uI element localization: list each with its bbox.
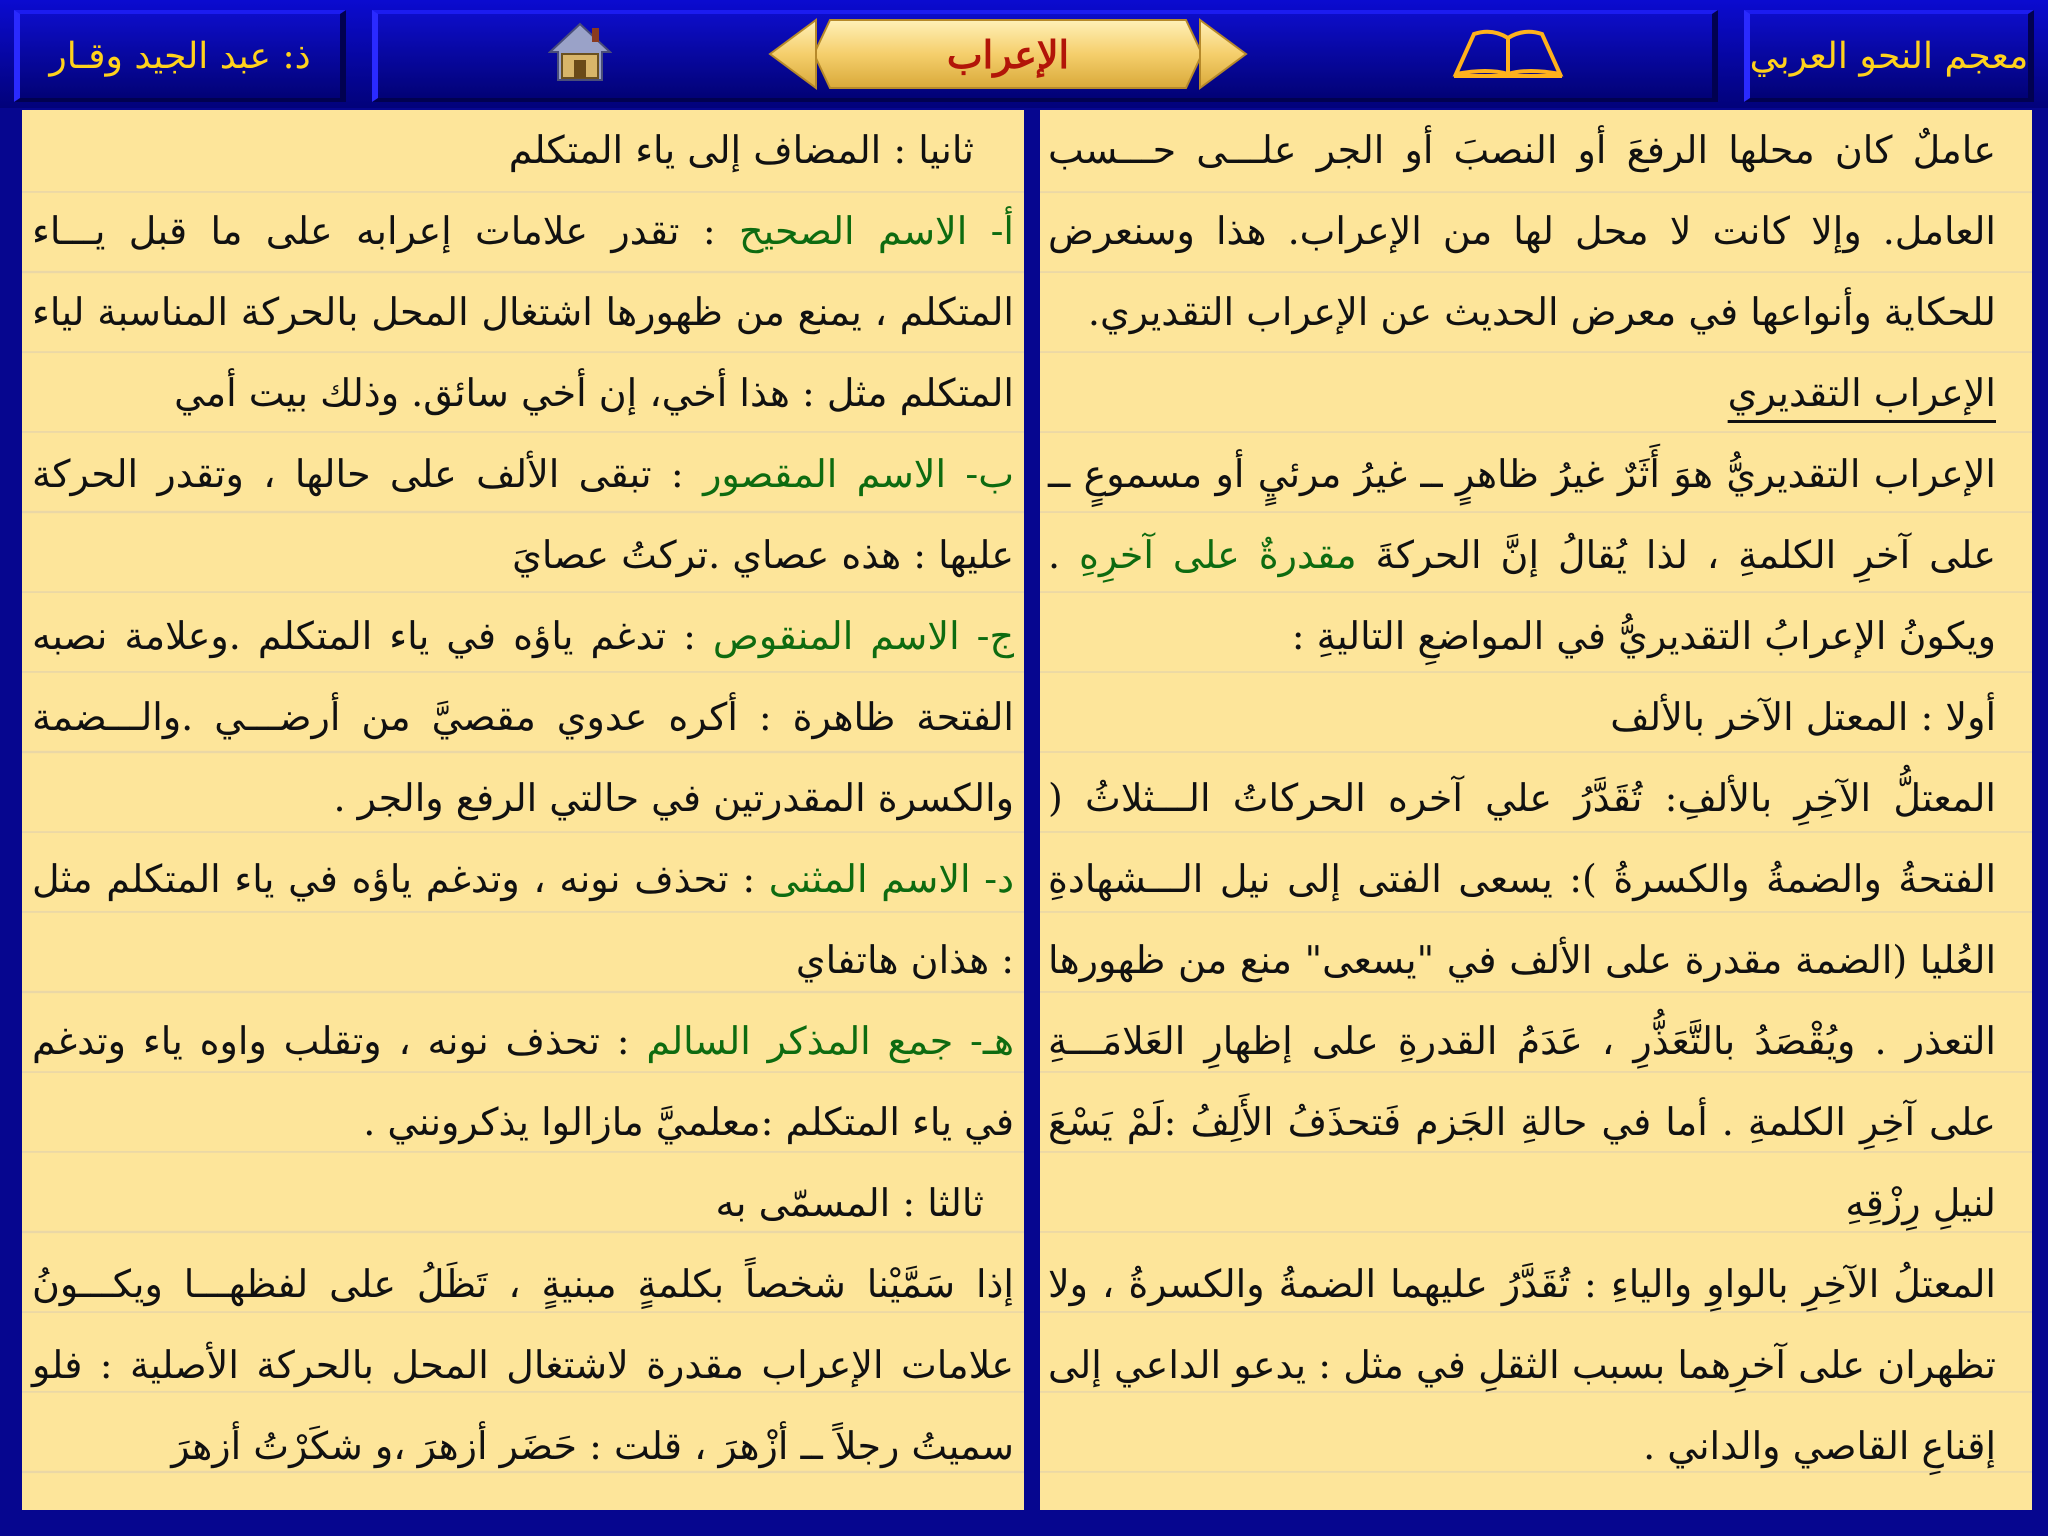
heading-text: الإعراب التقديري — [1727, 371, 1996, 415]
subsection-heading: أولا : المعتل الآخر بالألف — [1610, 695, 1996, 739]
heading-prefix: ثانيا : — [893, 128, 974, 172]
heading-term: المضاف — [753, 128, 882, 172]
text-span: . ويكونُ الإعرابُ التقديريُّ في المواضعِ التاليةِ : — [1048, 533, 1996, 658]
heading-term: المسمّى به — [715, 1181, 891, 1225]
term-label: ج- الاسم المنقوص — [712, 614, 1014, 658]
text-span: : تبقى الألف على حالها ، وتقدر الحركة عليها : هذه عصاي .تركتُ عصايَ — [32, 452, 1014, 577]
term-label: د- الاسم المثنى — [768, 857, 1014, 901]
text-span: : تحذف نونه ، وتقلب واوه ياء وتدغم في ياء المتكلم :معلميَّ مازالوا يذكرونني . — [32, 1019, 1014, 1144]
highlighted-term: مقدرةٌ على آخرِهِ — [1079, 533, 1357, 577]
paragraph — [32, 596, 1014, 839]
page-divider — [1026, 110, 1040, 1510]
section-title: الإعراب — [946, 31, 1070, 77]
author-panel — [14, 10, 346, 102]
paragraph — [32, 839, 1014, 1001]
term-label: ب- الاسم المقصور — [703, 452, 1014, 496]
text-span: الإعراب التقديريُّ هوَ أَثَرٌ غيرُ ظاهرٍ ــ غيرُ مرئيٍ أو مسموعٍ ــ على آخرِ الكلمةِ ، لذا يُقالُ إنَّ الحركةَ — [1048, 452, 1996, 577]
paragraph: إذا سَمَّيْنا شخصاً بكلمةٍ مبنيةٍ ، تَظَلُ على لفظهـــا ويكـــونُ علامات الإعراب مقدرة لاشتغال المحل بالحركة الأصلية : فلو سميتُ رجلاً ــ أزْهرَ ، قلت : حَضَر أزهرَ ،و شكَرْتُ أزهرَ — [32, 1262, 1014, 1468]
paragraph — [32, 191, 1014, 434]
header-bar — [0, 0, 2048, 108]
arrow-left-icon[interactable] — [766, 16, 826, 92]
left-page — [22, 110, 1024, 1510]
term-label: أ- الاسم الصحيح — [738, 209, 1014, 253]
paragraph: المعتلُ الآخِرِ بالواوِ والياءِ : تُقَدَّرُ عليهما الضمةُ والكسرةُ ، ولا تظهران على آخرِهما بسبب الثقلِ في مثل : يدعو الداعي إلى إقناعِ القاصي والداني . — [1048, 1262, 1996, 1468]
app-title-panel — [1744, 10, 2034, 102]
app-title: معجم النحو العربي — [1749, 35, 2029, 77]
text-span: : تقدر علامات إعرابه على ما قبل يـــاء المتكلم ، يمنع من ظهورها اشتغال المحل بالحركة المناسبة لياء المتكلم مثل : هذا أخي، إن أخي سائق. وذلك بيت أمي — [32, 209, 1014, 415]
heading-prefix: ثالثا : — [902, 1181, 984, 1225]
heading-rest: إلى ياء المتكلم — [508, 128, 742, 172]
open-book-icon[interactable] — [1452, 28, 1564, 80]
section-heading — [32, 1163, 1014, 1244]
text-span: : تحذف نونه ، وتدغم ياؤه في ياء المتكلم مثل : هذان هاتفاي — [32, 857, 1014, 982]
term-label: هـ- جمع المذكر السالم — [646, 1019, 1014, 1063]
section-heading — [1048, 353, 1996, 434]
text-span: : تدغم ياؤه في ياء المتكلم .وعلامة نصبه الفتحة ظاهرة : أكره عدوي مقصيَّ من أرضـــي .والـــضمة والكسرة المقدرتين في حالتي الرفع والجر . — [32, 614, 1014, 820]
home-icon[interactable] — [548, 20, 612, 84]
paragraph — [32, 1001, 1014, 1163]
paragraph: عاملٌ كان محلها الرفعَ أو النصبَ أو الجر علـــى حـــسب العامل. وإلا كانت لا محل لها من الإعراب. هذا وسنعرض للحكاية وأنواعها في معرض الحديث عن الإعراب التقديري. — [1048, 128, 1996, 334]
paragraph — [1048, 434, 1996, 677]
arrow-right-icon[interactable] — [1190, 16, 1250, 92]
section-heading — [32, 110, 1014, 191]
right-page — [1040, 110, 2032, 1510]
author-name: ذ: عبد الجيد وقـار — [49, 35, 311, 77]
paragraph: المعتلُّ الآخِرِ بالألفِ: تُقَدَّرُ علي آخره الحركاتُ الـــثلاثُ ( الفتحةُ والضمةُ والكسرةُ ): يسعى الفتى إلى نيل الـــشهادةِ العُليا (الضمة مقدرة على الألف في "يسعى" منع من ظهورها التعذر . ويُقْصَدُ بالتَّعَذُّرِ ، عَدَمُ القدرةِ على إظهارِ العَلامَـــةِ على آخِرِ الكلمةِ . أما في حالةِ الجَزم فَتحذَفُ الأَلِفُ :لَمْ يَسْعَ لنيلِ رِزْقِهِ — [1048, 776, 1997, 1225]
paragraph — [32, 434, 1014, 596]
section-tab — [766, 16, 1250, 92]
